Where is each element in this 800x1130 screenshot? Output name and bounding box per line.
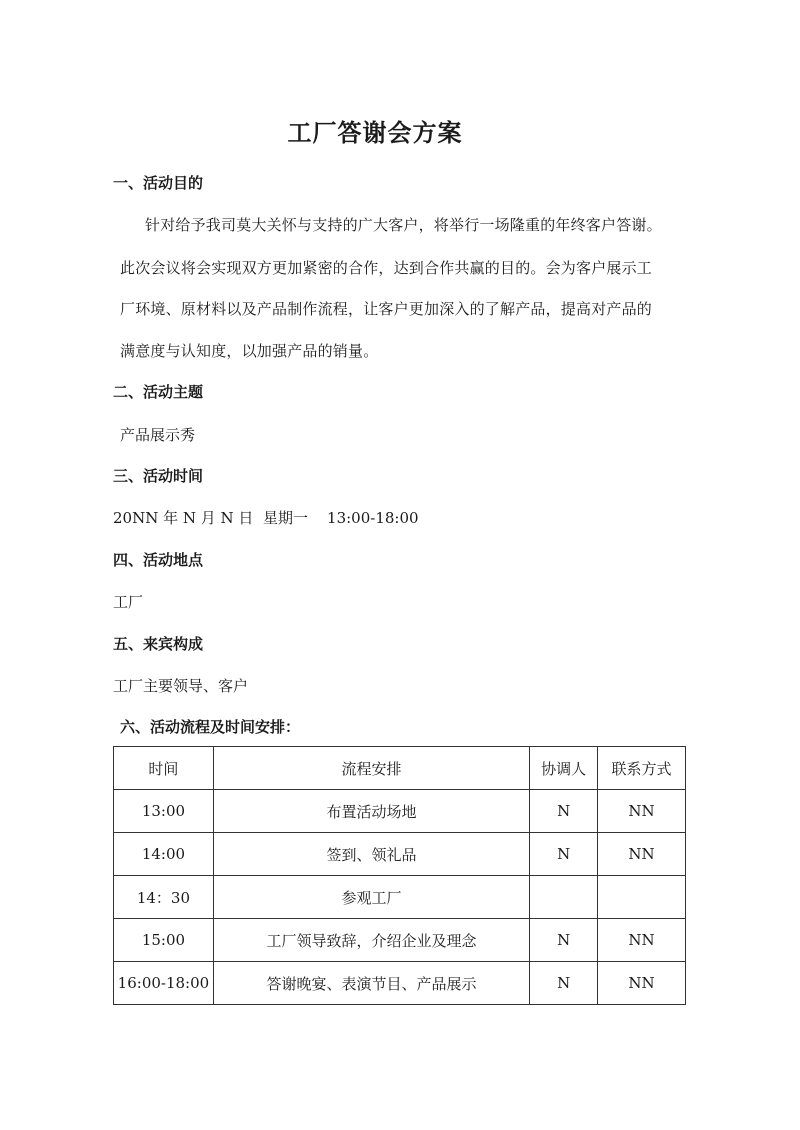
section-3-content: 20NN 年 N 月 N 日 星期一 13:00-18:00 — [113, 509, 419, 527]
header-time: 时间 — [114, 747, 214, 790]
header-contact: 联系方式 — [598, 747, 686, 790]
cell-time: 14：30 — [114, 876, 214, 919]
table-row — [114, 919, 686, 962]
section-1-line-3: 厂环境、原材料以及产品制作流程，让客户更加深入的了解产品，提高对产品的 — [120, 300, 653, 318]
table-row — [114, 833, 686, 876]
section-2-heading: 二、活动主题 — [113, 383, 204, 401]
cell-process: 工厂领导致辞，介绍企业及理念 — [213, 919, 529, 962]
cell-coordinator: N — [530, 790, 598, 833]
cell-time: 15:00 — [114, 919, 214, 962]
section-4-content: 工厂 — [113, 593, 144, 611]
cell-coordinator: N — [530, 962, 598, 1005]
document-title: 工厂答谢会方案 — [287, 119, 463, 147]
section-1-line-2: 此次会议将会实现双方更加紧密的合作，达到合作共赢的目的。会为客户展示工 — [120, 259, 653, 277]
cell-contact — [598, 876, 686, 919]
table-row — [114, 876, 686, 919]
cell-time: 16:00-18:00 — [114, 962, 214, 1005]
header-process: 流程安排 — [213, 747, 529, 790]
header-coordinator: 协调人 — [530, 747, 598, 790]
section-2-content: 产品展示秀 — [120, 426, 196, 444]
cell-process: 答谢晚宴、表演节目、产品展示 — [213, 962, 529, 1005]
section-5-content: 工厂主要领导、客户 — [113, 677, 249, 695]
cell-process: 参观工厂 — [213, 876, 529, 919]
cell-process: 签到、领礼品 — [213, 833, 529, 876]
schedule-table — [113, 746, 686, 1005]
cell-contact: NN — [598, 833, 686, 876]
cell-coordinator: N — [530, 919, 598, 962]
section-1-heading: 一、活动目的 — [113, 174, 204, 192]
section-1-line-1: 针对给予我司莫大关怀与支持的广大客户，将举行一场隆重的年终客户答谢。 — [145, 216, 662, 234]
cell-contact: NN — [598, 962, 686, 1005]
section-5-heading: 五、来宾构成 — [113, 635, 204, 653]
cell-contact: NN — [598, 919, 686, 962]
cell-time: 14:00 — [114, 833, 214, 876]
table-row — [114, 962, 686, 1005]
cell-coordinator: N — [530, 833, 598, 876]
cell-contact: NN — [598, 790, 686, 833]
table-header-row — [114, 747, 686, 790]
cell-time: 13:00 — [114, 790, 214, 833]
section-6-heading: 六、活动流程及时间安排： — [120, 718, 301, 736]
cell-process: 布置活动场地 — [213, 790, 529, 833]
section-1-line-4: 满意度与认知度，以加强产品的销量。 — [120, 342, 379, 360]
section-4-heading: 四、活动地点 — [113, 551, 204, 569]
table-row — [114, 790, 686, 833]
section-3-heading: 三、活动时间 — [113, 467, 204, 485]
cell-coordinator — [530, 876, 598, 919]
